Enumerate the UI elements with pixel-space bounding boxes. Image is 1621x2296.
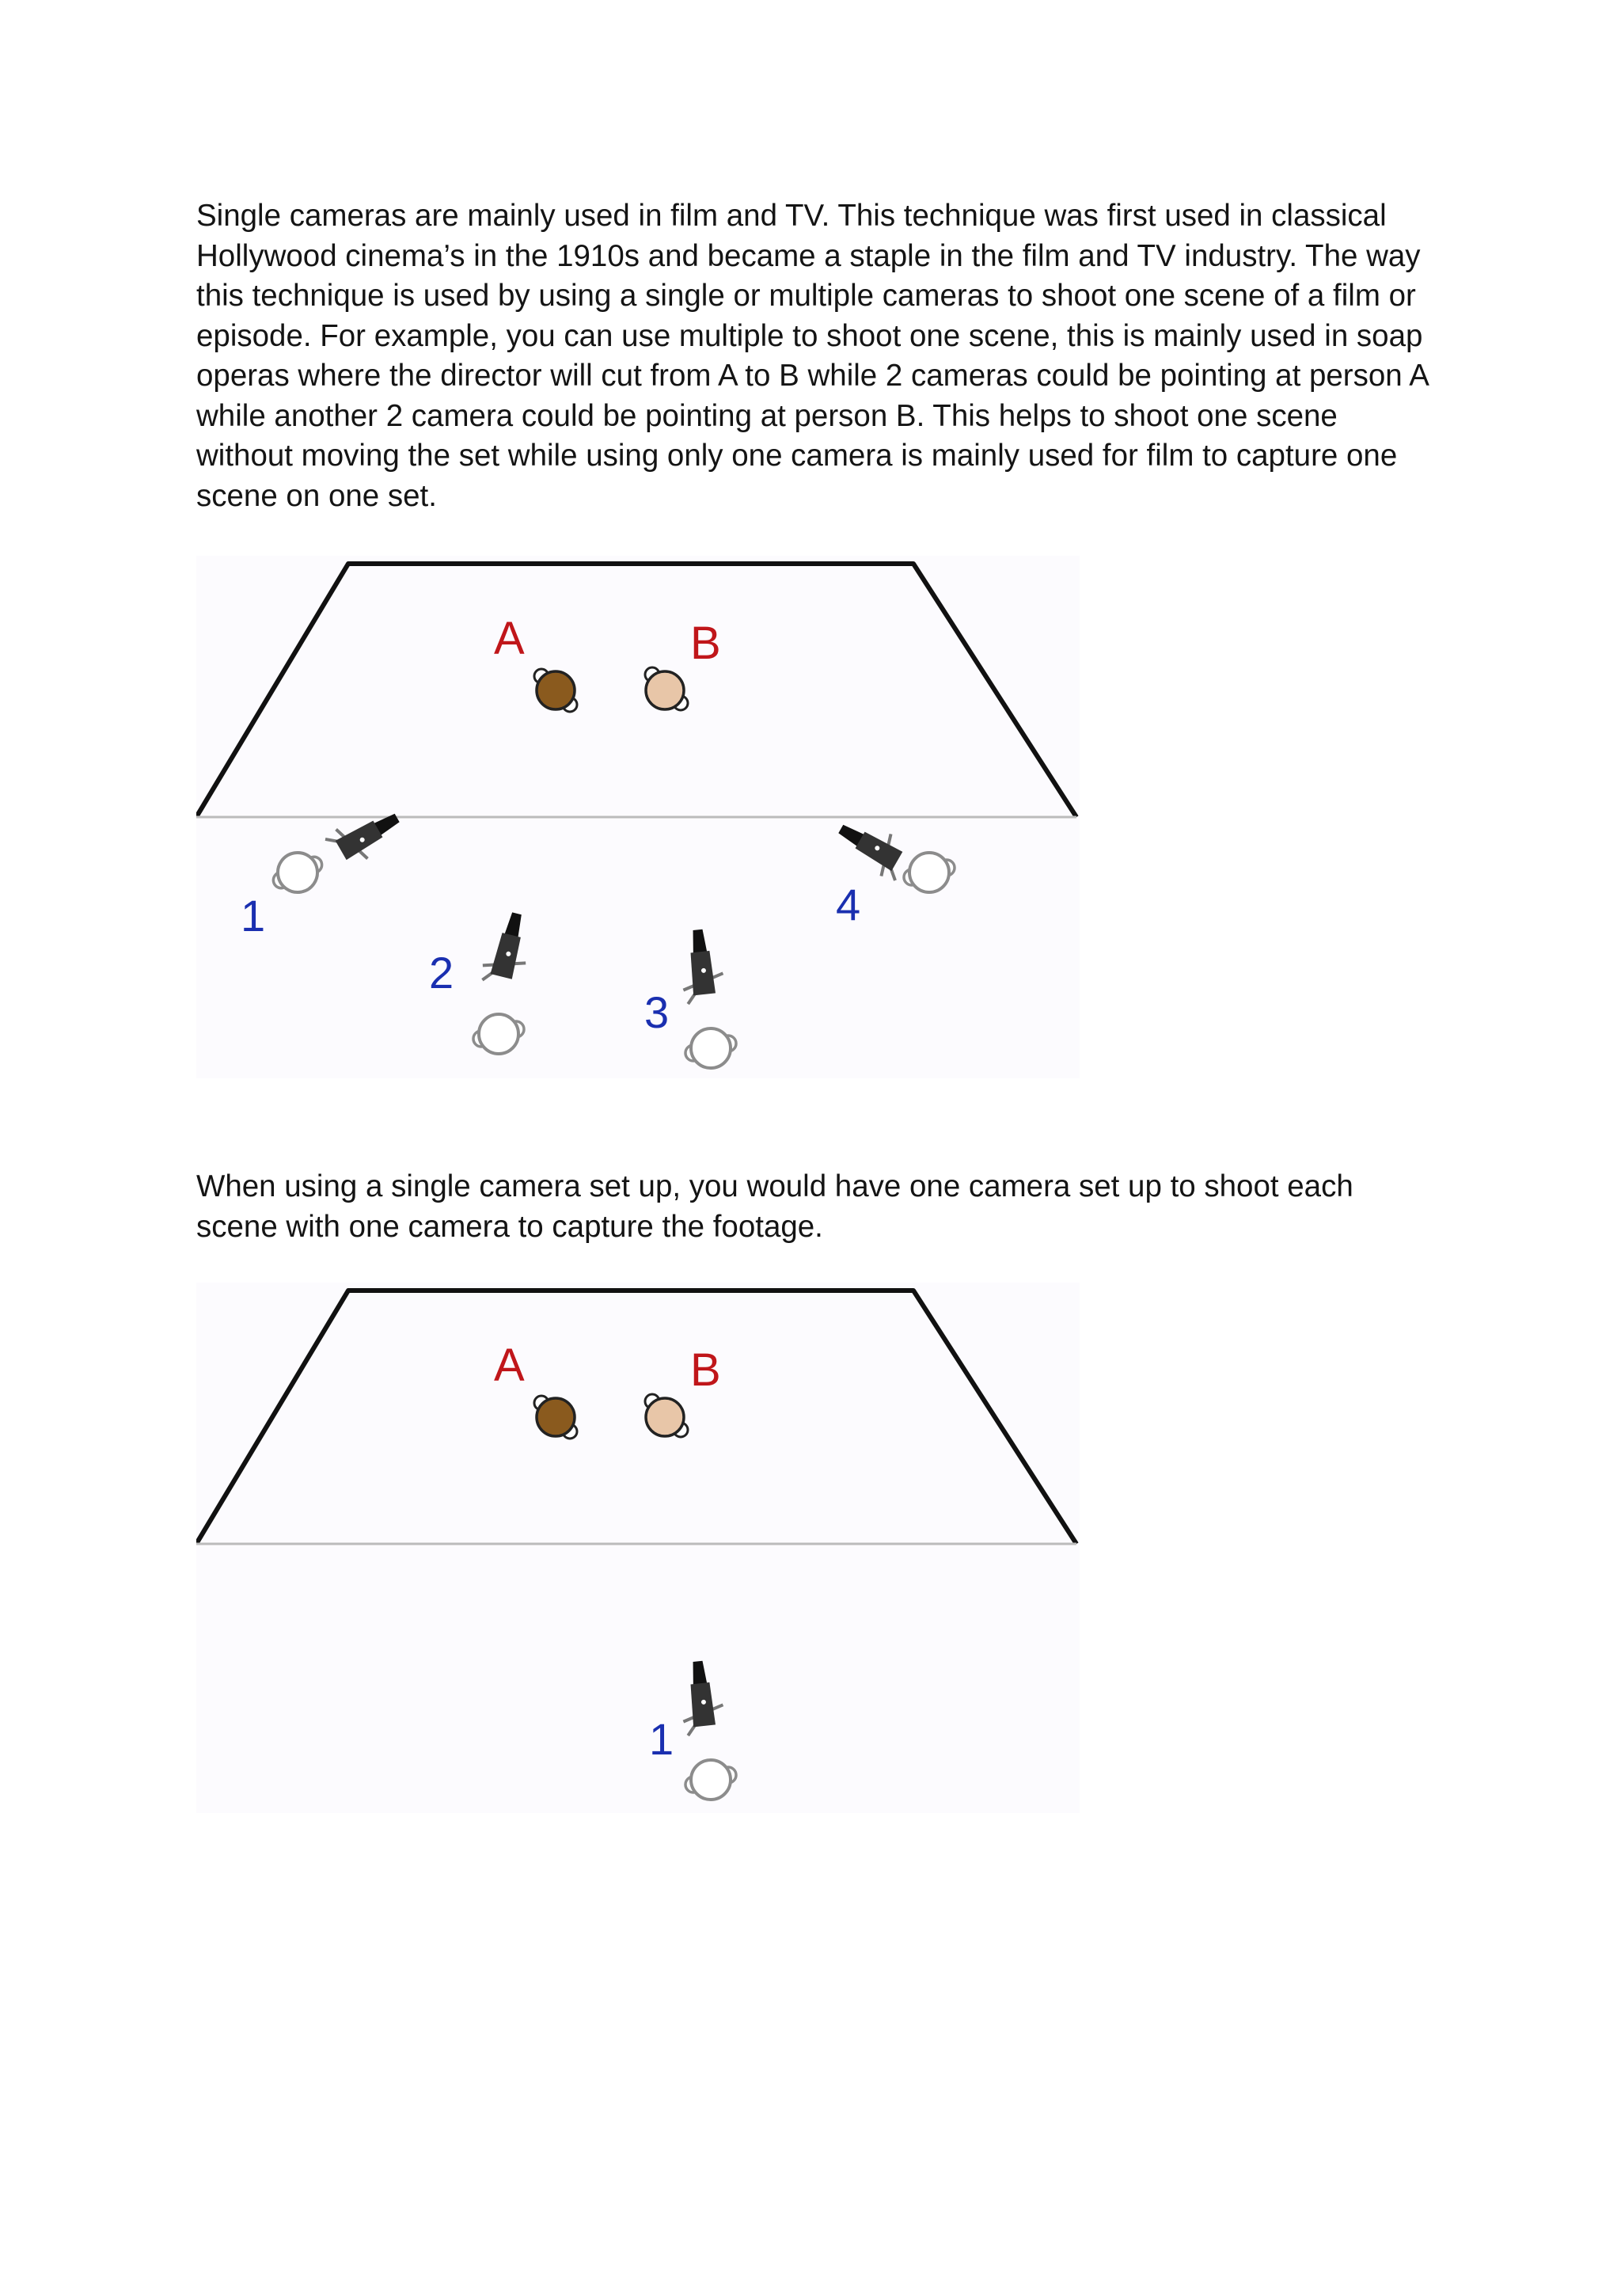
camera-2-label: 2 [429,948,454,998]
camera-1-icon [678,1659,736,1800]
person-a-icon [534,1396,577,1439]
person-b-icon [645,667,688,710]
person-b-label: B [690,618,721,669]
person-a-label: A [494,1340,525,1391]
person-a-label: A [494,613,525,664]
camera-1-label: 1 [241,891,266,941]
camera-1-icon [269,800,408,896]
single-camera-diagram [196,1283,1080,1813]
multi-camera-diagram [196,556,1080,1078]
camera-3-icon [678,928,736,1068]
camera-3-label: 3 [644,987,670,1037]
single-setup-paragraph: When using a single camera set up, you would have one camera set up to shoot each scene with one camera to capture the footage. [196,1169,1353,1244]
person-a-icon [534,669,577,712]
camera-4-label: 4 [836,880,861,929]
person-b-icon [645,1394,688,1437]
camera-2-icon [473,909,537,1054]
intro-paragraph: Single cameras are mainly used in film and TV. This technique was first used in classical Hollywood cinema’s in the 1910s and became a staple in the film and TV industry. The way this technique is used by using a single or multiple cameras to shoot one scene of a film or episode. For example, you can use multiple to shoot one scene, this is mainly used in soap operas where the director will cut from A to B while 2 cameras could be pointing at person A while another 2 camera could be pointing at person B. This helps to shoot one scene without moving the set while using only one camera is mainly used for film to capture one scene on one set. [196,199,1428,513]
person-b-label: B [690,1344,721,1396]
camera-1-label: 1 [649,1714,674,1764]
